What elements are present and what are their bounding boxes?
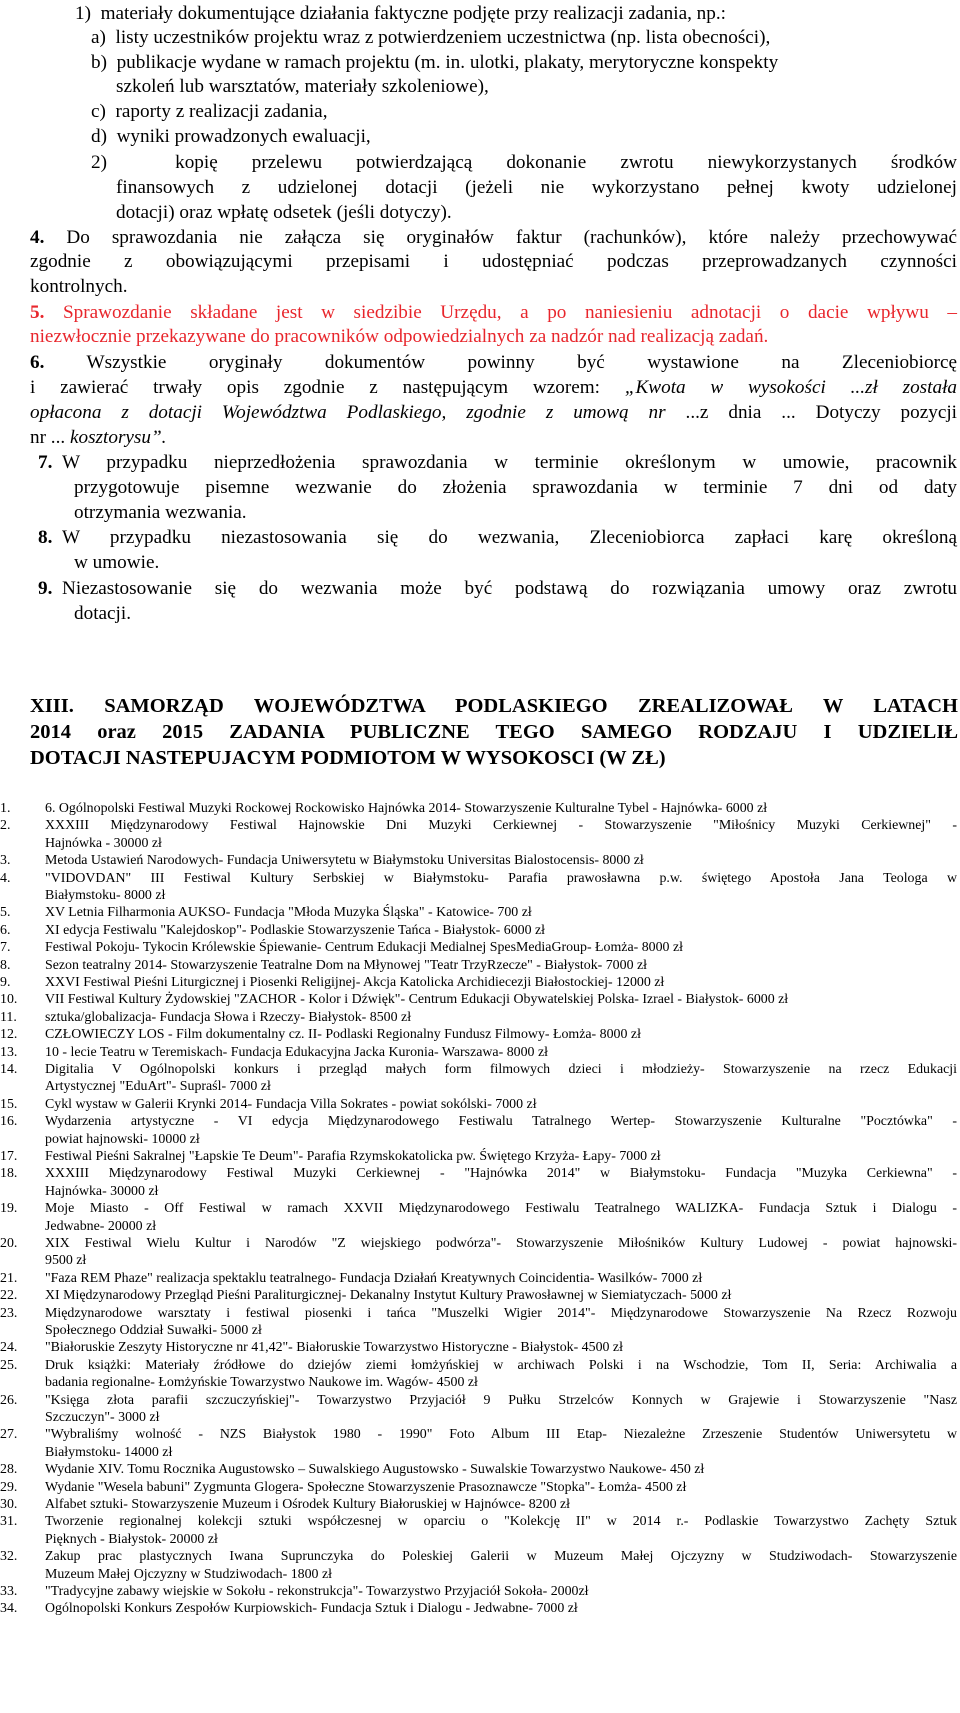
paragraph-number: 7. xyxy=(38,452,53,473)
paragraph-4-line: zgodnie z obowiązującymi przepisami i udostępniać podczas przeprowadzanych czynności xyxy=(30,251,957,272)
list-item xyxy=(0,1339,960,1356)
list-item-continuation: Białymstoku- 14000 zł xyxy=(45,1444,173,1460)
paragraph-7-line: W przypadku nieprzedłożenia sprawozdania w terminie określonym w umowie, pracownik xyxy=(62,452,957,473)
list-item-text: XI Międzynarodowy Przegląd Pieśni Paraliturgicznej- Dekanalny Instytut Kultury Prawosławnej w Siemiatyczach- 5000 zł xyxy=(45,1288,732,1304)
list-item xyxy=(0,1270,960,1287)
list-item xyxy=(0,1426,960,1461)
list-item-text: Druk książki: Materiały źródłowe do dziejów ziemi łomżyńskiej w archiwach Polski i na Wschodzie, Tom II, Seria: Archiwalia a xyxy=(45,1357,957,1373)
list-item xyxy=(0,1357,960,1392)
list-item-text: XV Letnia Filharmonia AUKSO- Fundacja "Młoda Muzyka Śląska" - Katowice- 700 zł xyxy=(45,905,532,921)
list-item-number: 9. xyxy=(0,975,11,990)
list-item-text: "Tradycyjne zabawy wiejskie w Sokołu - rekonstrukcja"- Towarzystwo Przyjaciół Sokoła- 2000zł xyxy=(45,1584,589,1599)
list-item-text: Metoda Ustawień Narodowych- Fundacja Uniwersytetu w Białymstoku Universitas Bialostocensis- 8000 zł xyxy=(45,853,644,869)
paragraph-6-line: nr ... kosztorysu”. xyxy=(30,427,167,448)
list-item-number: 26. xyxy=(0,1392,18,1408)
text-line: 1) materiały dokumentujące działania faktyczne podjęte przy realizacji zadania, np.: xyxy=(75,3,726,24)
paragraph-6-line: i zawierać trwały opis zgodnie z następującym wzorem: „Kwota w wysokości ...zł została xyxy=(30,377,958,398)
list-item-number: 5. xyxy=(0,905,11,921)
list-item-number: 30. xyxy=(0,1497,18,1512)
text-line: c) raporty z realizacji zadania, xyxy=(91,101,328,122)
list-item xyxy=(0,1479,960,1496)
list-item xyxy=(0,1513,960,1548)
list-item xyxy=(0,1548,960,1583)
list-item-text: "VIDOVDAN" III Festiwal Kultury Serbskiej w Białymstoku- Parafia prawosławna p.w. świętego Apostoła Jana Teologa w xyxy=(45,870,957,886)
list-item xyxy=(0,1461,960,1478)
text-line: b) publikacje wydane w ramach projektu (m. in. ulotki, plakaty, merytoryczne konspekty xyxy=(91,52,779,73)
text-line: dotacji) oraz wpłatę odsetek (jeśli dotyczy). xyxy=(116,202,452,223)
paragraph-number: 6. xyxy=(30,352,45,373)
list-item-number: 16. xyxy=(0,1114,18,1130)
text-line: a) listy uczestników projektu wraz z potwierdzeniem uczestnictwa (np. lista obecności), xyxy=(91,27,771,48)
paragraph-4-line: kontrolnych. xyxy=(30,276,128,297)
paragraph-7-line: przygotowuje pisemne wezwanie do złożenia sprawozdania w terminie 7 dni od daty xyxy=(74,477,957,498)
list-item-text: 6. Ogólnopolski Festiwal Muzyki Rockowej Rockowisko Hajnówka 2014- Stowarzyszenie Kulturalne Tybel - Hajnówka- 6000 zł xyxy=(45,801,768,816)
list-item-number: 10. xyxy=(0,992,18,1008)
list-item-number: 20. xyxy=(0,1236,18,1251)
paragraph-number: 4. xyxy=(30,227,45,248)
list-item-continuation: Artystycznej "EduArt"- Supraśl- 7000 zł xyxy=(45,1079,271,1095)
list-item-text: Digitalia V Ogólnopolski konkurs i przegląd małych form filmowych dzieci i młodzieży- Stowarzyszenie na rzecz Edukacji xyxy=(45,1062,957,1077)
list-item-number: 14. xyxy=(0,1062,18,1077)
list-item-continuation: 9500 zł xyxy=(45,1253,87,1269)
list-item xyxy=(0,852,960,869)
list-item xyxy=(0,1392,960,1427)
list-item-number: 4. xyxy=(0,870,11,886)
list-item-text: Cykl wystaw w Galerii Krynki 2014- Fundacja Villa Sokrates - powiat sokólski- 7000 zł xyxy=(45,1096,537,1112)
list-item xyxy=(0,1148,960,1165)
paragraph-5-line: 5. Sprawozdanie składane jest w siedzibie Urzędu, a po naniesieniu adnotacji o dacie wpływu – xyxy=(30,302,957,323)
list-item-number: 32. xyxy=(0,1549,18,1565)
list-item-number: 34. xyxy=(0,1601,18,1617)
paragraph-5-line: niezwłocznie przekazywane do pracowników odpowiedzialnych za nadzór nad realizacją zadań. xyxy=(30,326,769,347)
list-item-text: VII Festiwal Kultury Żydowskiej "ZACHOR - Kolor i Dźwięk"- Centrum Edukacji Obywatelskiej Polska- Izrael - Białystok- 6000 zł xyxy=(45,992,789,1008)
list-item-text: Międzynarodowe warsztaty i festiwal piosenki i tańca "Muszelki Wigier 2014"- Międzynarodowe Stowarzyszenie Na Rzecz Rozwoju xyxy=(45,1305,957,1321)
list-item-text: Zakup prac plastycznych Iwana Suprunczyka do Poleskiej Galerii w Muzeum Małej Ojczyzny w Studziwodach- Stowarzyszenie xyxy=(45,1549,957,1565)
list-item-text: Tworzenie regionalnej kolekcji sztuki współczesnej w oparciu o "Kolekcję II" w 2014 r.- Podlaskie Towarzystwo Zachęty Sztuk xyxy=(45,1514,957,1530)
list-item-number: 17. xyxy=(0,1149,18,1164)
list-item xyxy=(0,1305,960,1340)
list-item-text: CZŁOWIECZY LOS - Film dokumentalny cz. II- Podlaski Regionalny Fundusz Filmowy- Łomża- 8000 zł xyxy=(45,1027,641,1043)
list-item-number: 18. xyxy=(0,1166,18,1182)
paragraph-7-line: otrzymania wezwania. xyxy=(74,502,247,523)
list-item xyxy=(0,817,960,852)
list-item-text: "Faza REM Phaze" realizacja spektaklu teatralnego- Fundacja Działań Kreatywnych Coincidentia- Wasilków- 7000 zł xyxy=(45,1270,703,1286)
list-item-number: 21. xyxy=(0,1270,18,1286)
list-item xyxy=(0,1583,960,1600)
text-line: d) wyniki prowadzonych ewaluacji, xyxy=(91,126,371,147)
list-item-continuation: Szczuczyn"- 3000 zł xyxy=(45,1409,160,1425)
list-item-number: 31. xyxy=(0,1514,18,1530)
list-item-continuation: Białymstoku- 8000 zł xyxy=(45,887,166,903)
list-item xyxy=(0,991,960,1008)
list-item-text: sztuka/globalizacja- Fundacja Słowa i Rzeczy- Białystok- 8500 zł xyxy=(45,1009,412,1025)
list-item-text: "Wybraliśmy wolność - NZS Białystok 1980 - 1990" Foto Album III Etap- Niezależne Zrzeszenie Studentów Uniwersytetu w xyxy=(45,1427,957,1443)
list-item-text: Sezon teatralny 2014- Stowarzyszenie Teatralne Dom na Młynowej "Teatr TrzyRzecze" - Białystok- 7000 zł xyxy=(45,957,648,973)
list-item-continuation: Hajnówka- 30000 zł xyxy=(45,1183,159,1199)
list-item-number: 33. xyxy=(0,1584,18,1599)
list-item-text: Wydarzenia artystyczne - VI edycja Międzynarodowego Festiwalu Tatralnego Wertep- Stowarzyszenie Kulturalne "Pocztówka" - xyxy=(45,1114,957,1130)
list-item-text: Ogólnopolski Konkurs Zespołów Kurpiowskich- Fundacja Sztuk i Dialogu - Jedwabne- 7000 zł xyxy=(45,1601,578,1617)
text-line: finansowych z udzielonej dotacji (jeżeli nie wykorzystano pełnej kwoty udzielonej xyxy=(116,177,957,198)
section-heading-line: DOTACJI NASTEPUJACYM PODMIOTOM W WYSOKOSCI (W ZŁ) xyxy=(30,747,666,769)
list-item-number: 29. xyxy=(0,1479,18,1495)
paragraph-6-line: 6. Wszystkie oryginały dokumentów powinny być wystawione na Zleceniobiorcę xyxy=(30,352,957,373)
list-item-text: XIX Festiwal Wielu Kultur i Narodów "Z wiejskiego podwórza"- Stowarzyszenie Miłośników Kultury Ludowej - powiat hajnowski- xyxy=(45,1236,957,1251)
list-item xyxy=(0,870,960,905)
paragraph-8-line: w umowie. xyxy=(74,552,160,573)
list-item-number: 13. xyxy=(0,1044,18,1060)
list-item xyxy=(0,1044,960,1061)
list-item-number: 1. xyxy=(0,801,11,816)
list-item-text: 10 - lecie Teatru w Teremiskach- Fundacja Edukacyjna Jacka Kuronia- Warszawa- 8000 zł xyxy=(45,1044,548,1060)
paragraph-number: 8. xyxy=(38,527,53,548)
list-item xyxy=(0,1200,960,1235)
list-item-number: 25. xyxy=(0,1357,18,1373)
list-item-continuation: Hajnówka - 30000 zł xyxy=(45,835,162,851)
list-item-number: 7. xyxy=(0,940,11,956)
paragraph-number: 5. xyxy=(30,302,45,323)
list-item-text: "Białoruskie Zeszyty Historyczne nr 41,42"- Białoruskie Towarzystwo Historyczne - Białystok- 4500 zł xyxy=(45,1340,623,1356)
list-item xyxy=(0,1600,960,1617)
list-item xyxy=(0,1096,960,1113)
list-item-continuation: Społecznego Oddział Suwałki- 5000 zł xyxy=(45,1322,262,1338)
list-item-text: Festiwal Pokoju- Tykocin Królewskie Śpiewanie- Centrum Edukacji Medialnej SpesMediaGroup- Łomża- 8000 zł xyxy=(45,940,683,956)
list-item-text: Wydanie XIV. Tomu Rocznika Augustowsko – Suwalskiego Augustowsko - Suwalskie Towarzystwo Naukowe- 450 zł xyxy=(45,1462,705,1478)
text-line: szkoleń lub warsztatów, materiały szkoleniowe), xyxy=(116,76,489,97)
list-item xyxy=(0,1061,960,1096)
list-item-number: 2. xyxy=(0,818,11,834)
list-item xyxy=(0,922,960,939)
list-item-text: Festiwal Pieśni Sakralnej "Łapskie Te Deum"- Parafia Rzymskokatolicka pw. Świętego Krzyża- Łapy- 7000 zł xyxy=(45,1149,661,1164)
list-item-continuation: Pięknych - Białystok- 20000 zł xyxy=(45,1531,218,1547)
list-item-continuation: badania regionalne- Łomżyńskie Towarzystwo Naukowe im. Wagów- 4500 zł xyxy=(45,1375,478,1391)
list-item-text: "Księga złota parafii szczuczyńskiej"- Towarzystwo Przyjaciół 9 Pułku Strzelców Konnych w Grajewie i Stowarzyszenie "Nasz xyxy=(45,1392,957,1408)
list-item-continuation: Jedwabne- 20000 zł xyxy=(45,1218,157,1234)
list-item-number: 28. xyxy=(0,1462,18,1478)
list-item-number: 11. xyxy=(0,1009,17,1025)
list-item-number: 27. xyxy=(0,1427,18,1443)
list-item-number: 15. xyxy=(0,1096,18,1112)
list-item-number: 24. xyxy=(0,1340,18,1356)
list-item-text: Moje Miasto - Off Festiwal w ramach XXVII Międzynarodowego Festiwalu Teatralnego WALIZKA- Fundacja Sztuk i Dialogu - xyxy=(45,1201,957,1217)
list-item xyxy=(0,1287,960,1304)
list-item xyxy=(0,974,960,991)
list-item-text: Alfabet sztuki- Stowarzyszenie Muzeum i Ośrodek Kultury Białoruskiej w Hajnówce- 8200 zł xyxy=(45,1497,571,1512)
paragraph-4-line: 4. Do sprawozdania nie załącza się oryginałów faktur (rachunków), które należy przechowywać xyxy=(30,227,957,248)
list-item xyxy=(0,1235,960,1270)
list-item xyxy=(0,1165,960,1200)
list-item xyxy=(0,904,960,921)
list-item-text: Wydanie "Wesela babuni" Zygmunta Glogera- Społeczne Stowarzyszenie Prasoznawcze "Stopka"- Łomża- 4500 zł xyxy=(45,1479,687,1495)
paragraph-9-line: Niezastosowanie się do wezwania może być podstawą do rozwiązania umowy oraz zwrotu xyxy=(62,578,957,599)
list-item-number: 22. xyxy=(0,1288,18,1304)
list-item xyxy=(0,1113,960,1148)
list-item xyxy=(0,1496,960,1513)
list-item-number: 19. xyxy=(0,1201,18,1217)
list-item-text: XI edycja Festiwalu "Kalejdoskop"- Podlaskie Stowarzyszenie Tańca - Białystok- 6000 zł xyxy=(45,922,546,938)
list-item-text: XXXIII Międzynarodowy Festiwal Hajnowskie Dni Muzyki Cerkiewnej - Stowarzyszenie "Miłośnicy Muzyki Cerkiewnej" - xyxy=(45,818,957,834)
list-item xyxy=(0,939,960,956)
list-item-number: 8. xyxy=(0,957,11,973)
paragraph-6-line: opłacona z dotacji Województwa Podlaskiego, zgodnie z umową nr ...z dnia ... Dotyczy pozycji xyxy=(30,402,957,423)
list-item-number: 6. xyxy=(0,922,11,938)
list-item xyxy=(0,1026,960,1043)
list-item-text: XXXIII Międzynarodowy Festiwal Muzyki Cerkiewnej - "Hajnówka 2014" w Białymstoku- Fundacja "Muzyka Cerkiewna" - xyxy=(45,1166,957,1182)
paragraph-9-line: dotacji. xyxy=(74,603,132,624)
section-heading-line: 2014 oraz 2015 ZADANIA PUBLICZNE TEGO SAMEGO RODZAJU I UDZIELIŁ xyxy=(30,721,958,743)
paragraph-8-line: W przypadku niezastosowania się do wezwania, Zleceniobiorca zapłaci karę określoną xyxy=(62,527,957,548)
list-item-number: 3. xyxy=(0,853,11,869)
list-item-number: 23. xyxy=(0,1305,18,1321)
list-item-number: 12. xyxy=(0,1027,18,1043)
text-line: 2) kopię przelewu potwierdzającą dokonanie zwrotu niewykorzystanych środków xyxy=(91,152,957,173)
list-item xyxy=(0,957,960,974)
paragraph-number: 9. xyxy=(38,578,53,599)
list-item-text: XXVI Festiwal Pieśni Liturgicznej i Piosenki Religijnej- Akcja Katolicka Archidiecezji Białostockiej- 12000 zł xyxy=(45,975,665,990)
list-item xyxy=(0,800,960,817)
section-heading-line: XIII. SAMORZĄD WOJEWÓDZTWA PODLASKIEGO ZREALIZOWAŁ W LATACH xyxy=(30,695,958,717)
list-item-continuation: Muzeum Małej Ojczyzny w Studziwodach- 1800 zł xyxy=(45,1566,332,1582)
list-item-continuation: powiat hajnowski- 10000 zł xyxy=(45,1131,200,1147)
list-item xyxy=(0,1009,960,1026)
